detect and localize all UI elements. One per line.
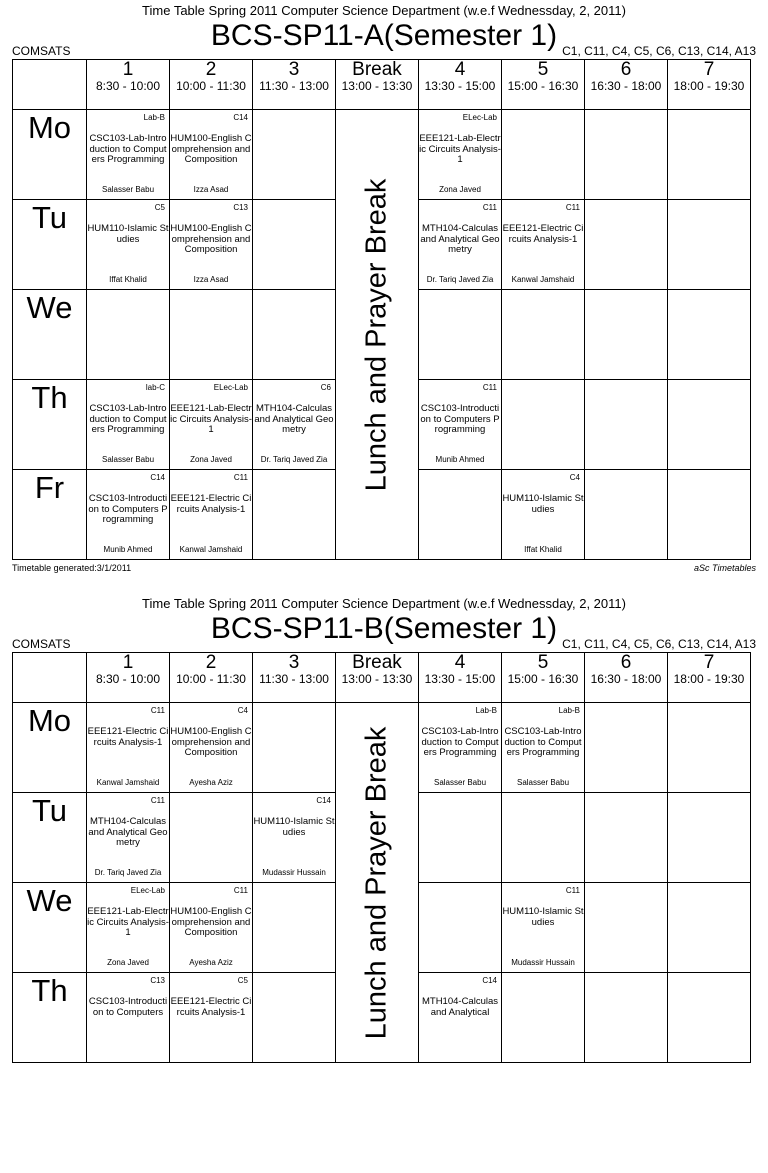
period-time: 11:30 - 13:00	[259, 79, 329, 93]
room-code: C11	[565, 886, 580, 895]
timetable-grid	[12, 59, 751, 560]
timetable-grid	[12, 652, 751, 1063]
period-header	[336, 653, 419, 703]
room-code: lab-C	[145, 383, 165, 392]
room-code: Lab-B	[475, 706, 497, 715]
rooms-label: C1, C11, C4, C5, C6, C13, C14, A13	[562, 44, 756, 58]
day-label: We	[13, 290, 87, 380]
timetable-cell	[253, 380, 336, 470]
teacher-name: Iffat Khalid	[109, 275, 147, 284]
timetable-cell	[502, 290, 585, 380]
timetable-cell	[668, 290, 751, 380]
period-time: 13:30 - 15:00	[424, 672, 496, 686]
period-number: 2	[205, 59, 217, 80]
timetable-cell	[253, 110, 336, 200]
course-name: MTH104-Calculas and Analytical Geometry	[420, 223, 500, 255]
period-number: 1	[122, 652, 134, 673]
course-name: EEE121-Lab-Electric Circuits Analysis-1	[87, 906, 169, 938]
timetable-cell	[170, 200, 253, 290]
break-column	[336, 703, 419, 1063]
teacher-name: Mudassir Hussain	[511, 958, 575, 967]
teacher-name: Dr. Tariq Javed Zia	[426, 275, 494, 284]
timetable-cell	[87, 703, 170, 793]
teacher-name: Mudassir Hussain	[262, 868, 326, 877]
teacher-name: Izza Asad	[193, 275, 229, 284]
break-label: Lunch and Prayer Break	[360, 178, 393, 491]
course-name: CSC103-Introduction to Computers Programming	[88, 493, 168, 525]
period-header	[668, 653, 751, 703]
teacher-name: Ayesha Aziz	[189, 958, 233, 967]
period-header	[336, 60, 419, 110]
period-header	[419, 60, 502, 110]
timetable-cell	[87, 200, 170, 290]
room-code: Lab-B	[558, 706, 580, 715]
teacher-name: Zona Javed	[439, 185, 481, 194]
room-code: C11	[482, 383, 497, 392]
timetable-cell	[170, 793, 253, 883]
period-time: 16:30 - 18:00	[590, 672, 662, 686]
room-code: C14	[150, 473, 165, 482]
period-time: 15:00 - 16:30	[507, 79, 579, 93]
timetable-cell	[253, 973, 336, 1063]
page-title: BCS-SP11-A(Semester 1)	[210, 19, 558, 52]
timetable-cell	[419, 470, 502, 560]
teacher-name: Kanwal Jamshaid	[96, 778, 160, 787]
timetable-cell	[253, 703, 336, 793]
timetable-cell	[668, 883, 751, 973]
timetable-cell	[502, 973, 585, 1063]
timetable-cell	[502, 110, 585, 200]
teacher-name: Kanwal Jamshaid	[511, 275, 575, 284]
course-name: CSC103-Lab-Introduction to Computers Programming	[89, 133, 167, 165]
institution-label: COMSATS	[12, 44, 71, 58]
teacher-name: Iffat Khalid	[524, 545, 562, 554]
room-code: Lab-B	[143, 113, 165, 122]
timetable-cell	[253, 200, 336, 290]
day-label: We	[13, 883, 87, 973]
room-code: C11	[150, 706, 165, 715]
period-time: 18:00 - 19:30	[673, 672, 745, 686]
period-header	[253, 60, 336, 110]
header-row	[13, 653, 751, 703]
room-code: C6	[320, 383, 331, 392]
timetable-cell	[87, 470, 170, 560]
page-title: BCS-SP11-B(Semester 1)	[210, 612, 558, 645]
period-number: 5	[537, 652, 549, 673]
room-code: C11	[565, 203, 580, 212]
period-time: 15:00 - 16:30	[507, 672, 579, 686]
timetable-cell	[170, 290, 253, 380]
timetable-cell	[419, 793, 502, 883]
course-name: EEE121-Electric Circuits Analysis-1	[502, 223, 584, 245]
room-code: C11	[150, 796, 165, 805]
timetable-cell	[419, 290, 502, 380]
institution-label: COMSATS	[12, 637, 71, 651]
period-time: 13:00 - 13:30	[341, 79, 413, 93]
course-name: HUM100-English Comprehension and Composition	[170, 223, 252, 255]
timetable-cell	[170, 110, 253, 200]
course-name: EEE121-Electric Circuits Analysis-1	[170, 493, 252, 515]
timetable-cell	[170, 470, 253, 560]
timetable-cell	[87, 793, 170, 883]
course-name: HUM110-Islamic Studies	[502, 906, 584, 928]
period-header	[87, 653, 170, 703]
period-time: 10:00 - 11:30	[176, 672, 246, 686]
timetable-cell	[585, 290, 668, 380]
course-name: CSC103-Introduction to Computers Programming	[420, 403, 500, 435]
room-code: C4	[237, 706, 248, 715]
period-number: 7	[703, 652, 715, 673]
timetable-cell	[419, 883, 502, 973]
timetable-cell	[170, 380, 253, 470]
period-header	[668, 60, 751, 110]
period-number: 3	[288, 652, 300, 673]
room-code: C5	[237, 976, 248, 985]
rooms-label: C1, C11, C4, C5, C6, C13, C14, A13	[562, 637, 756, 651]
period-number: 7	[703, 59, 715, 80]
software-footer: aSc Timetables	[694, 563, 756, 573]
period-number: 3	[288, 59, 300, 80]
room-code: C11	[233, 473, 248, 482]
course-name: MTH104-Calculas and Analytical Geometry	[88, 816, 168, 848]
period-header	[419, 653, 502, 703]
timetable-cell	[585, 470, 668, 560]
timetable-cell	[419, 110, 502, 200]
timetable-sheet-b	[0, 593, 768, 1173]
teacher-name: Salasser Babu	[433, 778, 487, 787]
teacher-name: Salasser Babu	[516, 778, 570, 787]
course-name: CSC103-Lab-Introduction to Computers Programming	[421, 726, 499, 758]
timetable-cell	[502, 703, 585, 793]
room-code: ELec-Lab	[213, 383, 248, 392]
period-number: Break	[352, 652, 402, 673]
timetable-cell	[87, 883, 170, 973]
timetable-cell	[502, 470, 585, 560]
room-code: C4	[569, 473, 580, 482]
period-time: 13:30 - 15:00	[424, 79, 496, 93]
period-number: 6	[620, 652, 632, 673]
period-time: 11:30 - 13:00	[259, 672, 329, 686]
timetable-cell	[170, 703, 253, 793]
period-time: 8:30 - 10:00	[95, 672, 161, 686]
timetable-cell	[419, 380, 502, 470]
period-number: 1	[122, 59, 134, 80]
period-header	[170, 60, 253, 110]
room-code: ELec-Lab	[130, 886, 165, 895]
period-header	[253, 653, 336, 703]
timetable-cell	[419, 200, 502, 290]
period-header	[87, 60, 170, 110]
course-name: CSC103-Introduction to Computers	[88, 996, 168, 1018]
corner-cell	[13, 653, 87, 703]
timetable-sheet-a	[0, 0, 768, 580]
course-name: EEE121-Electric Circuits Analysis-1	[170, 996, 252, 1018]
generated-footer: Timetable generated:3/1/2011	[12, 563, 132, 573]
course-name: HUM100-English Comprehension and Composition	[170, 133, 252, 165]
timetable-cell	[502, 883, 585, 973]
period-header	[502, 60, 585, 110]
period-number: 5	[537, 59, 549, 80]
day-label: Th	[13, 380, 87, 470]
break-column	[336, 110, 419, 560]
timetable-cell	[87, 380, 170, 470]
timetable-cell	[502, 380, 585, 470]
timetable-cell	[502, 200, 585, 290]
header-top: Time Table Spring 2011 Computer Science Department (w.e.f Wednessday, 2, 2011)	[142, 596, 626, 611]
header-row	[13, 60, 751, 110]
teacher-name: Zona Javed	[107, 958, 149, 967]
room-code: C13	[150, 976, 165, 985]
period-time: 10:00 - 11:30	[176, 79, 246, 93]
timetable-cell	[253, 470, 336, 560]
timetable-cell	[668, 793, 751, 883]
course-name: HUM100-English Comprehension and Composition	[170, 906, 252, 938]
period-number: 6	[620, 59, 632, 80]
timetable-cell	[170, 883, 253, 973]
header-top: Time Table Spring 2011 Computer Science Department (w.e.f Wednessday, 2, 2011)	[142, 3, 626, 18]
course-name: HUM100-English Comprehension and Composition	[170, 726, 252, 758]
teacher-name: Kanwal Jamshaid	[179, 545, 243, 554]
day-label: Mo	[13, 110, 87, 200]
teacher-name: Izza Asad	[193, 185, 229, 194]
room-code: ELec-Lab	[462, 113, 497, 122]
course-name: MTH104-Calculas and Analytical Geometry	[254, 403, 334, 435]
timetable-cell	[585, 703, 668, 793]
timetable-cell	[502, 793, 585, 883]
period-time: 16:30 - 18:00	[590, 79, 662, 93]
corner-cell	[13, 60, 87, 110]
teacher-name: Ayesha Aziz	[189, 778, 233, 787]
timetable-cell	[585, 200, 668, 290]
timetable-cell	[668, 470, 751, 560]
break-label: Lunch and Prayer Break	[360, 726, 393, 1039]
timetable-cell	[668, 110, 751, 200]
day-label: Tu	[13, 200, 87, 290]
timetable-cell	[419, 703, 502, 793]
period-time: 18:00 - 19:30	[673, 79, 745, 93]
period-time: 13:00 - 13:30	[341, 672, 413, 686]
course-name: CSC103-Lab-Introduction to Computers Programming	[89, 403, 167, 435]
room-code: C11	[233, 886, 248, 895]
course-name: HUM110-Islamic Studies	[87, 223, 169, 245]
room-code: C14	[233, 113, 248, 122]
room-code: C5	[154, 203, 165, 212]
timetable-cell	[253, 883, 336, 973]
course-name: EEE121-Lab-Electric Circuits Analysis-1	[419, 133, 501, 165]
period-header	[170, 653, 253, 703]
period-header	[585, 653, 668, 703]
room-code: C13	[233, 203, 248, 212]
timetable-cell	[585, 110, 668, 200]
course-name: CSC103-Lab-Introduction to Computers Programming	[504, 726, 582, 758]
period-number: 4	[454, 59, 466, 80]
room-code: C11	[482, 203, 497, 212]
room-code: C14	[482, 976, 497, 985]
period-number: Break	[352, 59, 402, 80]
timetable-cell	[585, 380, 668, 470]
timetable-cell	[585, 973, 668, 1063]
teacher-name: Dr. Tariq Javed Zia	[260, 455, 328, 464]
timetable-cell	[585, 883, 668, 973]
timetable-cell	[87, 973, 170, 1063]
day-label: Mo	[13, 703, 87, 793]
course-name: EEE121-Lab-Electric Circuits Analysis-1	[170, 403, 252, 435]
course-name: HUM110-Islamic Studies	[502, 493, 584, 515]
period-time: 8:30 - 10:00	[95, 79, 161, 93]
teacher-name: Zona Javed	[190, 455, 232, 464]
timetable-cell	[87, 290, 170, 380]
timetable-cell	[253, 793, 336, 883]
timetable-cell	[170, 973, 253, 1063]
teacher-name: Salasser Babu	[101, 185, 155, 194]
teacher-name: Dr. Tariq Javed Zia	[94, 868, 162, 877]
timetable-cell	[668, 380, 751, 470]
teacher-name: Munib Ahmed	[103, 545, 153, 554]
teacher-name: Salasser Babu	[101, 455, 155, 464]
timetable-cell	[253, 290, 336, 380]
day-row	[13, 110, 751, 200]
period-number: 2	[205, 652, 217, 673]
period-header	[585, 60, 668, 110]
timetable-cell	[419, 973, 502, 1063]
period-header	[502, 653, 585, 703]
timetable-cell	[668, 973, 751, 1063]
timetable-cell	[87, 110, 170, 200]
room-code: C14	[316, 796, 331, 805]
teacher-name: Munib Ahmed	[435, 455, 485, 464]
day-label: Tu	[13, 793, 87, 883]
timetable-cell	[668, 200, 751, 290]
timetable-cell	[668, 703, 751, 793]
period-number: 4	[454, 652, 466, 673]
course-name: HUM110-Islamic Studies	[253, 816, 335, 838]
day-label: Th	[13, 973, 87, 1063]
day-label: Fr	[13, 470, 87, 560]
course-name: EEE121-Electric Circuits Analysis-1	[87, 726, 169, 748]
timetable-cell	[585, 793, 668, 883]
course-name: MTH104-Calculas and Analytical	[421, 996, 499, 1018]
day-row	[13, 703, 751, 793]
